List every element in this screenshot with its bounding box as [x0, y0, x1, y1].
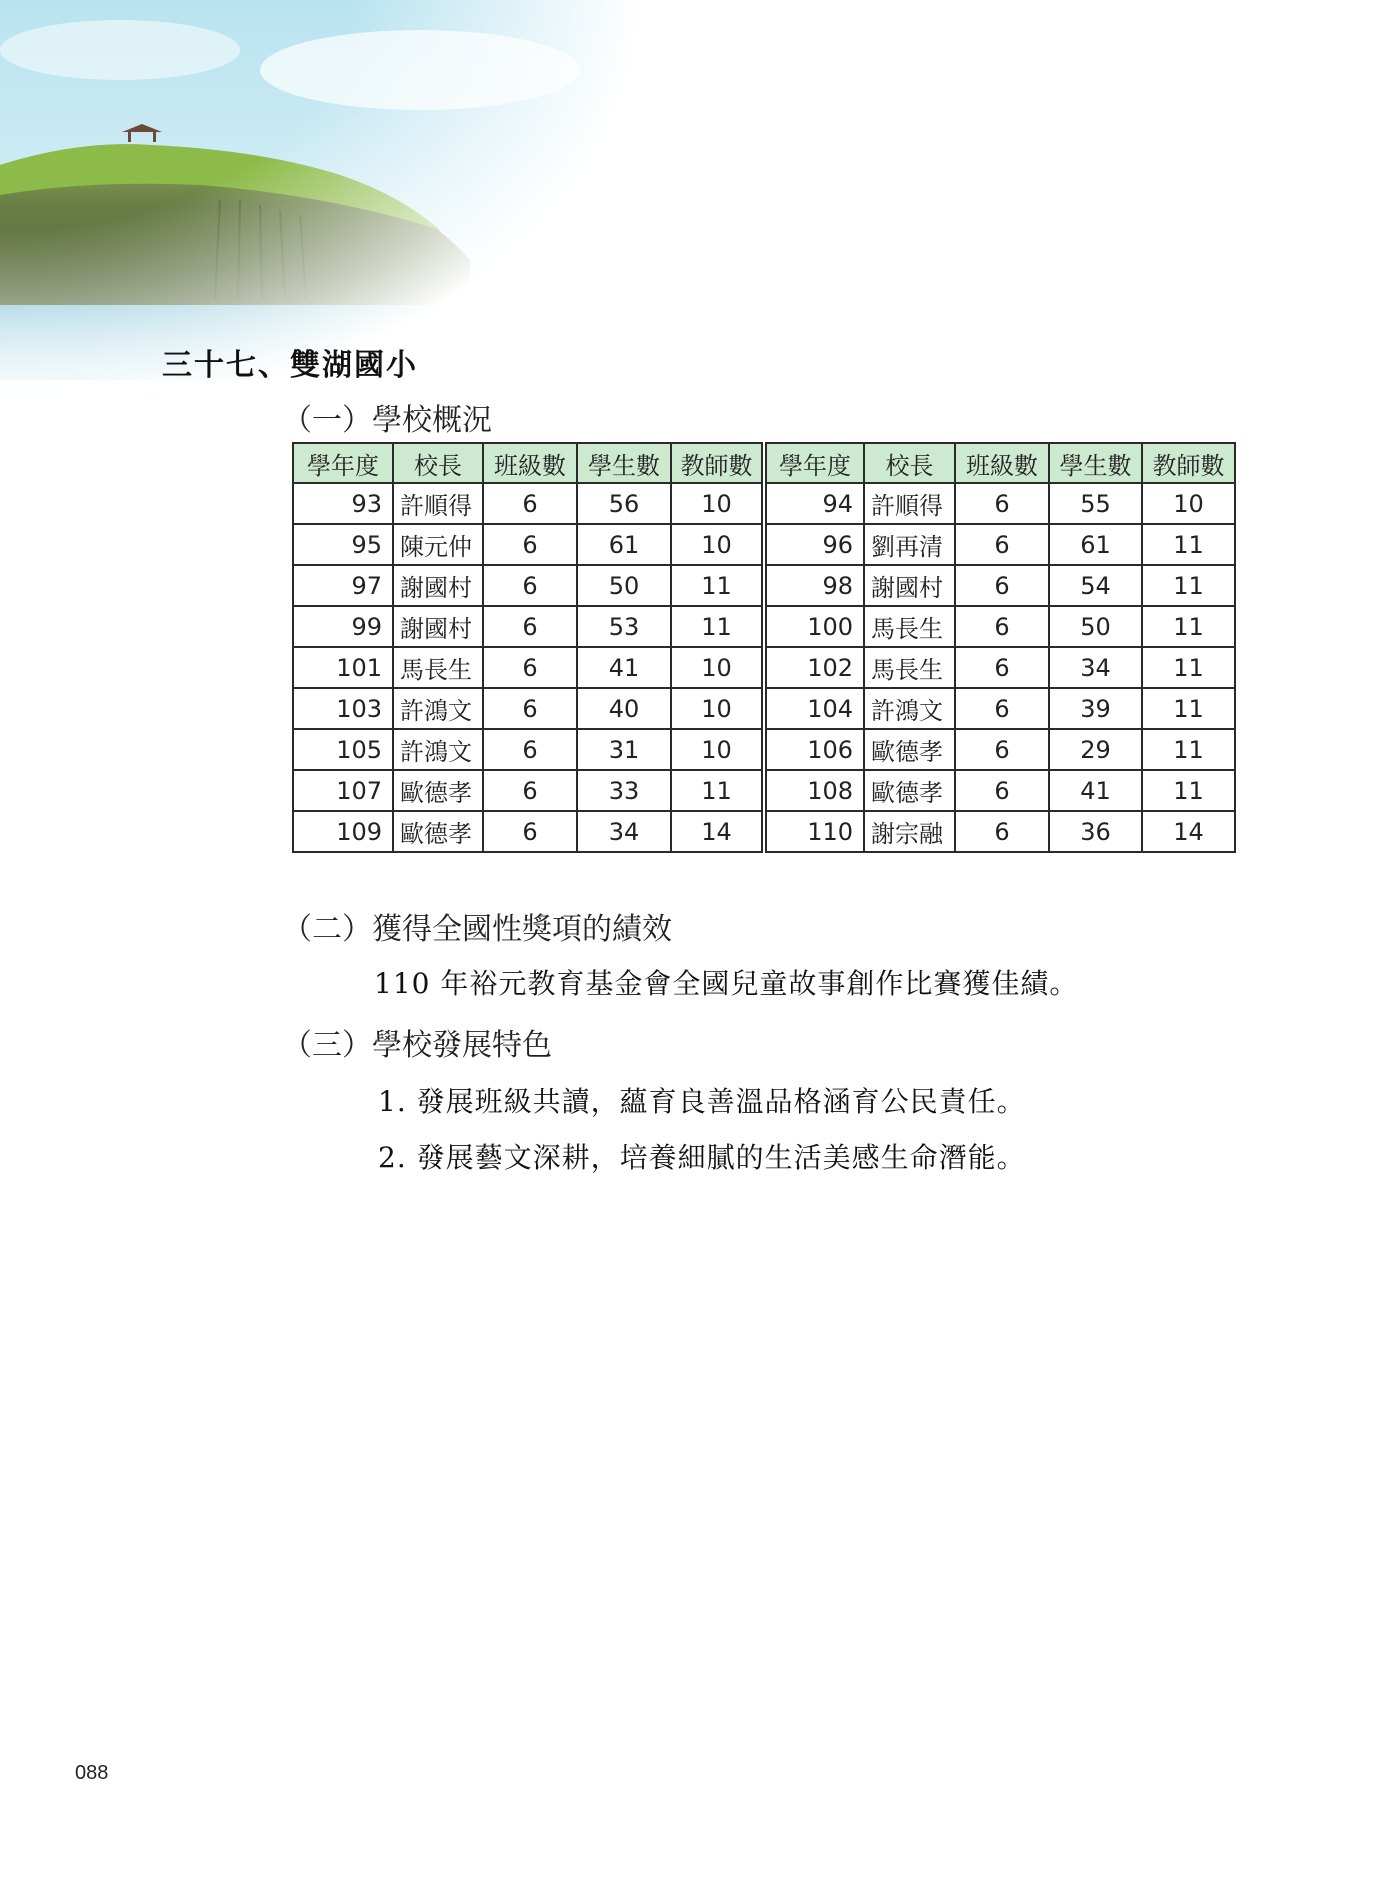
table-cell: 101 [293, 647, 393, 688]
table-cell: 97 [293, 565, 393, 606]
table-header-row [293, 443, 1235, 483]
table-cell: 歐德孝 [864, 770, 955, 811]
table-cell: 34 [577, 811, 671, 852]
table-cell: 歐德孝 [393, 811, 483, 852]
table-cell: 6 [483, 770, 577, 811]
table-cell: 93 [293, 483, 393, 524]
table-cell: 95 [293, 524, 393, 565]
table-cell: 100 [764, 606, 864, 647]
table-cell: 謝國村 [393, 565, 483, 606]
table-cell: 107 [293, 770, 393, 811]
table-cell: 許順得 [393, 483, 483, 524]
table-row [293, 729, 1235, 770]
table-cell: 6 [483, 729, 577, 770]
section-heading-features: （三）學校發展特色 [282, 1028, 552, 1063]
table-cell: 94 [764, 483, 864, 524]
table-cell: 54 [1049, 565, 1142, 606]
table-cell: 36 [1049, 811, 1142, 852]
table-cell: 10 [671, 729, 764, 770]
table-cell: 61 [577, 524, 671, 565]
table-cell: 馬長生 [864, 606, 955, 647]
table-cell: 11 [1142, 524, 1235, 565]
table-cell: 96 [764, 524, 864, 565]
table-cell: 6 [483, 811, 577, 852]
column-header: 班級數 [483, 443, 577, 483]
table-cell: 劉再清 [864, 524, 955, 565]
column-header: 校長 [864, 443, 955, 483]
table-cell: 102 [764, 647, 864, 688]
table-cell: 10 [671, 524, 764, 565]
table-cell: 歐德孝 [864, 729, 955, 770]
table-cell: 61 [1049, 524, 1142, 565]
table-cell: 10 [1142, 483, 1235, 524]
table-cell: 6 [955, 647, 1049, 688]
table-cell: 104 [764, 688, 864, 729]
table-cell: 11 [1142, 647, 1235, 688]
column-header: 教師數 [1142, 443, 1235, 483]
table-cell: 11 [671, 565, 764, 606]
feature-item-2: 2. 發展藝文深耕，培養細膩的生活美感生命潛能。 [378, 1141, 1026, 1174]
table-row [293, 688, 1235, 729]
table-cell: 謝宗融 [864, 811, 955, 852]
table-cell: 謝國村 [864, 565, 955, 606]
column-header: 校長 [393, 443, 483, 483]
table-cell: 29 [1049, 729, 1142, 770]
table-cell: 許順得 [864, 483, 955, 524]
table-cell: 41 [1049, 770, 1142, 811]
page-number: 088 [75, 1762, 109, 1784]
table-cell: 33 [577, 770, 671, 811]
column-header: 班級數 [955, 443, 1049, 483]
table-cell: 許鴻文 [393, 729, 483, 770]
table-cell: 6 [955, 524, 1049, 565]
table-cell: 11 [1142, 606, 1235, 647]
table-row [293, 483, 1235, 524]
table-cell: 105 [293, 729, 393, 770]
school-overview-table [292, 442, 1236, 853]
page-title: 三十七、雙湖國小 [162, 348, 418, 383]
section-heading-overview: （一）學校概況 [282, 403, 492, 438]
table-cell: 108 [764, 770, 864, 811]
table-cell: 99 [293, 606, 393, 647]
table-cell: 11 [1142, 688, 1235, 729]
table-cell: 14 [1142, 811, 1235, 852]
table-cell: 110 [764, 811, 864, 852]
table-cell: 31 [577, 729, 671, 770]
table-row [293, 524, 1235, 565]
table-row [293, 770, 1235, 811]
table-cell: 103 [293, 688, 393, 729]
table-cell: 陳元仲 [393, 524, 483, 565]
table-cell: 34 [1049, 647, 1142, 688]
table-cell: 6 [483, 483, 577, 524]
table-cell: 6 [483, 565, 577, 606]
table-cell: 6 [955, 770, 1049, 811]
column-header: 學年度 [293, 443, 393, 483]
table-cell: 6 [955, 483, 1049, 524]
table-row [293, 565, 1235, 606]
table-cell: 6 [483, 524, 577, 565]
table-cell: 40 [577, 688, 671, 729]
table-cell: 10 [671, 483, 764, 524]
table-cell: 6 [483, 688, 577, 729]
table-cell: 10 [671, 647, 764, 688]
column-header: 教師數 [671, 443, 764, 483]
column-header: 學年度 [764, 443, 864, 483]
table-cell: 6 [955, 565, 1049, 606]
table-cell: 56 [577, 483, 671, 524]
table-cell: 6 [955, 729, 1049, 770]
table-cell: 謝國村 [393, 606, 483, 647]
table-cell: 55 [1049, 483, 1142, 524]
table-cell: 許鴻文 [864, 688, 955, 729]
table-cell: 11 [671, 770, 764, 811]
section-heading-awards: （二）獲得全國性獎項的績效 [282, 912, 672, 947]
table-cell: 6 [955, 811, 1049, 852]
table-cell: 14 [671, 811, 764, 852]
table-cell: 98 [764, 565, 864, 606]
awards-text: 110 年裕元教育基金會全國兒童故事創作比賽獲佳績。 [374, 967, 1079, 1000]
table-row [293, 811, 1235, 852]
table-cell: 11 [1142, 565, 1235, 606]
table-cell: 6 [955, 606, 1049, 647]
table-cell: 許鴻文 [393, 688, 483, 729]
table-cell: 50 [1049, 606, 1142, 647]
table-cell: 41 [577, 647, 671, 688]
table-cell: 11 [1142, 729, 1235, 770]
feature-item-1: 1. 發展班級共讀，蘊育良善溫品格涵育公民責任。 [378, 1085, 1026, 1118]
table-row [293, 606, 1235, 647]
column-header: 學生數 [1049, 443, 1142, 483]
table-cell: 6 [483, 606, 577, 647]
table-cell: 11 [1142, 770, 1235, 811]
table-cell: 106 [764, 729, 864, 770]
table-cell: 馬長生 [864, 647, 955, 688]
table-cell: 歐德孝 [393, 770, 483, 811]
table-cell: 馬長生 [393, 647, 483, 688]
column-header: 學生數 [577, 443, 671, 483]
table-cell: 53 [577, 606, 671, 647]
table-cell: 11 [671, 606, 764, 647]
table-cell: 10 [671, 688, 764, 729]
table-cell: 6 [955, 688, 1049, 729]
table-cell: 39 [1049, 688, 1142, 729]
table-cell: 6 [483, 647, 577, 688]
table-row [293, 647, 1235, 688]
table-cell: 50 [577, 565, 671, 606]
table-cell: 109 [293, 811, 393, 852]
